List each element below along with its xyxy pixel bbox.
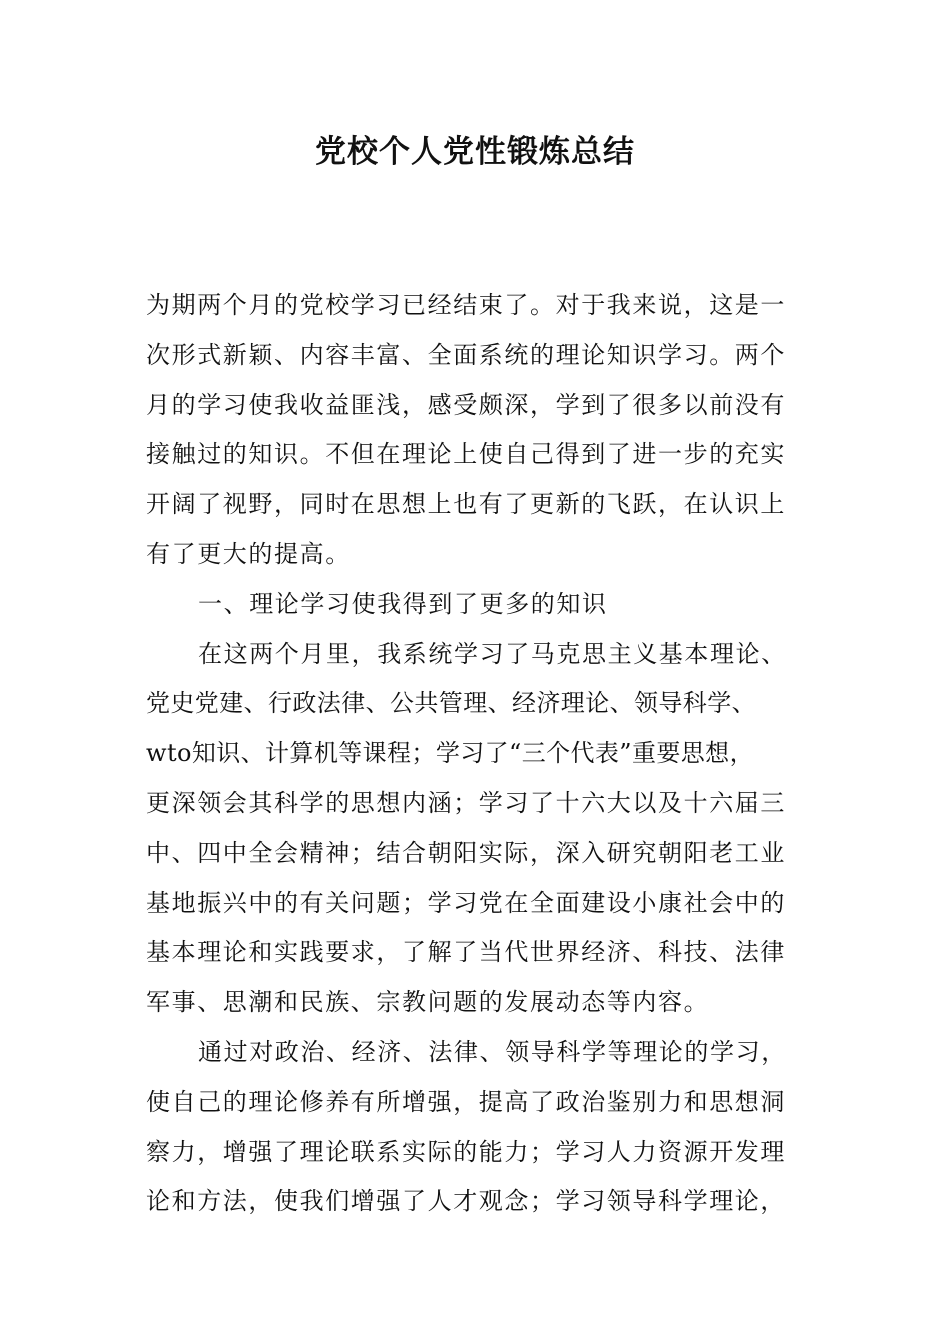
body-line: 党史党建、行政法律、公共管理、经济理论、领导科学、	[146, 689, 756, 718]
body-line: 军事、思潮和民族、宗教问题的发展动态等内容。	[146, 988, 710, 1017]
body-line: 月的学习使我收益匪浅，感受颇深，学到了很多以前没有	[146, 390, 786, 419]
document-title: 党校个人党性锻炼总结	[315, 134, 635, 170]
body-line: 在这两个月里，我系统学习了马克思主义基本理论、	[198, 639, 787, 668]
body-line: 次形式新颖、内容丰富、全面系统的理论知识学习。两个	[146, 340, 786, 369]
body-line: 论和方法，使我们增强了人才观念；学习领导科学理论，	[146, 1187, 786, 1216]
body-line: 察力，增强了理论联系实际的能力；学习人力资源开发理	[146, 1137, 786, 1166]
body-line: 基地振兴中的有关问题；学习党在全面建设小康社会中的	[146, 888, 786, 917]
body-line: 更深领会其科学的思想内涵；学习了十六大以及十六届三	[146, 788, 786, 817]
body-line: 基本理论和实践要求，了解了当代世界经济、科技、法律	[146, 938, 786, 967]
body-line: 为期两个月的党校学习已经结束了。对于我来说，这是一	[146, 291, 786, 319]
document-body	[146, 281, 826, 1227]
body-line: 通过对政治、经济、法律、领导科学等理论的学习，	[198, 1037, 787, 1066]
body-line: 中、四中全会精神；结合朝阳实际，深入研究朝阳老工业	[146, 838, 786, 867]
body-line: 使自己的理论修养有所增强，提高了政治鉴别力和思想洞	[146, 1087, 786, 1116]
body-line: 接触过的知识。不但在理论上使自己得到了进一步的充实	[146, 440, 786, 469]
body-line: 开阔了视野，同时在思想上也有了更新的飞跃，在认识上	[146, 490, 786, 519]
body-line: 有了更大的提高。	[146, 539, 351, 568]
body-line: wto知识、计算机等课程；学习了“三个代表”重要思想，	[146, 739, 754, 768]
section-heading: 一、理论学习使我得到了更多的知识	[198, 589, 608, 618]
